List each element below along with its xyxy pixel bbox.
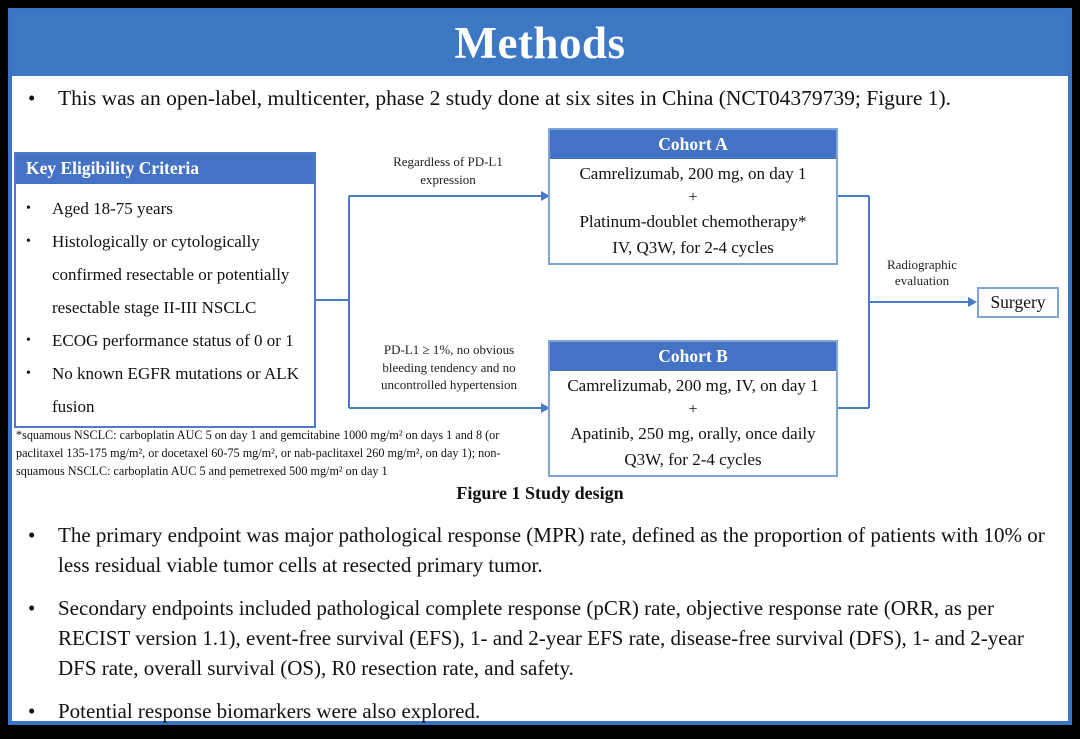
bullet-text: The primary endpoint was major pathological response (MPR) rate, defined as the proportion of patients with 10% or less residual viable tumor cells at resected primary tumor. (58, 523, 1045, 577)
cohort-line: Platinum-doublet chemotherapy* (579, 212, 807, 231)
cohort-line: Q3W, for 2-4 cycles (624, 450, 762, 469)
chemotherapy-footnote: *squamous NSCLC: carboplatin AUC 5 on day 1 and gemcitabine 1000 mg/m² on days 1 and 8 (or paclitaxel 135-175 mg/m², or docetaxel 60-75 mg/m², or nab-paclitaxel 260 mg/m², on day 1); non-squamous NSCLC: carboplatin AUC 5 and pemetrexed 500 mg/m² on day 1 (16, 428, 501, 478)
eligibility-item-text: No known EGFR mutations or ALK fusion (52, 364, 299, 416)
branch-label-line: PD-L1 ≥ 1%, no obvious (383, 342, 515, 357)
eligibility-list (16, 184, 314, 423)
study-design-figure (12, 120, 1068, 520)
cohort-a-header: Cohort A (550, 130, 836, 159)
plus-sign: + (688, 401, 698, 418)
branch-label-top (342, 153, 554, 188)
intro-bullet (28, 84, 1056, 112)
slide-panel (8, 8, 1072, 725)
list-item (28, 593, 1058, 683)
cohort-b-box (548, 340, 838, 477)
list-item (26, 225, 306, 324)
eligibility-item-text: ECOG performance status of 0 or 1 (52, 331, 294, 350)
eval-label-line: Radiographic (886, 257, 958, 272)
plus-sign: + (688, 189, 698, 206)
page-title: Methods (454, 18, 626, 68)
eligibility-box (14, 152, 316, 428)
cohort-line: Camrelizumab, 200 mg, IV, on day 1 (567, 376, 819, 395)
cohort-line: Camrelizumab, 200 mg, on day 1 (579, 164, 807, 183)
cohort-b-body (550, 371, 836, 473)
eval-label-line: evaluation (894, 273, 950, 288)
cohort-a-box (548, 128, 838, 265)
list-item (26, 357, 306, 423)
bullet-icon: • (26, 234, 31, 249)
branch-label-line: Regardless of PD-L1 (393, 154, 503, 169)
bullet-text: Potential response biomarkers were also explored. (58, 699, 481, 723)
bullet-icon: • (28, 596, 36, 620)
bullet-icon: • (26, 366, 31, 381)
list-item (26, 192, 306, 225)
eligibility-header: Key Eligibility Criteria (16, 154, 314, 184)
intro-bullet-text: This was an open-label, multicenter, phase 2 study done at six sites in China (NCT04379739; Figure 1). (58, 86, 952, 110)
list-item (28, 520, 1058, 580)
eligibility-item-text: Aged 18-75 years (52, 199, 173, 218)
branch-label-line: bleeding tendency and no (382, 359, 516, 375)
bullet-text: Secondary endpoints included pathological complete response (pCR) rate, objective response rate (ORR, as per RECIST version 1.1), event-free survival (EFS), 1- and 2-year EFS rate, disease-free survival (DFS), 1- and 2-year DFS rate, overall survival (OS), R0 resection rate, and safety. (58, 596, 1024, 680)
branch-label-bottom (342, 341, 556, 394)
bullet-icon: • (28, 699, 36, 723)
endpoint-bullets (28, 520, 1058, 739)
bullet-icon: • (26, 201, 31, 216)
figure-caption: Figure 1 Study design (456, 483, 624, 503)
list-item (28, 696, 1058, 726)
surgery-label: Surgery (990, 292, 1046, 312)
cohort-line: Apatinib, 250 mg, orally, once daily (570, 424, 816, 443)
cohort-b-header: Cohort B (550, 342, 836, 371)
cohort-a-body (550, 159, 836, 261)
branch-label-line: uncontrolled hypertension (380, 377, 518, 392)
radiographic-evaluation-label (871, 257, 973, 289)
branch-label-line: expression (420, 171, 476, 187)
surgery-box (977, 287, 1059, 318)
bullet-icon: • (26, 333, 31, 348)
title-band (12, 12, 1068, 76)
bullet-icon: • (28, 86, 36, 110)
cohort-line: IV, Q3W, for 2-4 cycles (612, 238, 774, 257)
arrowhead-icon (968, 297, 977, 307)
list-item (26, 324, 306, 357)
bullet-icon: • (28, 523, 36, 547)
eligibility-item-text: Histologically or cytologically confirmed resectable or potentially resectable stage II-III NSCLC (52, 232, 290, 317)
